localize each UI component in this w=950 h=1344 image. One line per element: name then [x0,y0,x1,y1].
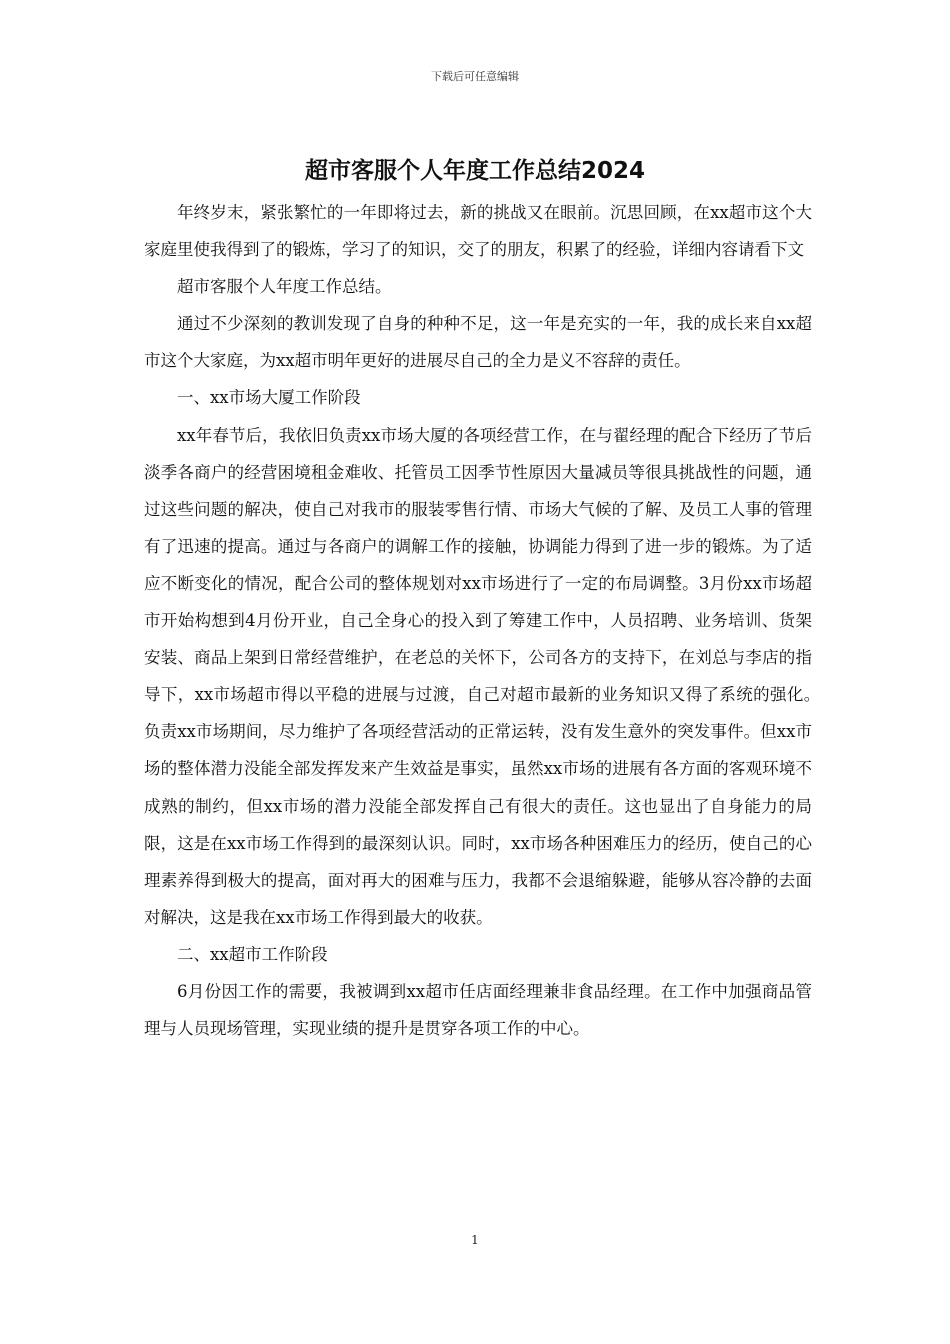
page-number: 1 [471,1233,479,1247]
section-heading-2: 二、xx超市工作阶段 [177,944,328,964]
paragraph-reflection: 通过不少深刻的教训发现了自身的种种不足，这一年是充实的一年，我的成长来自xx超市这个大家庭，为xx超市明年更好的进展尽自己的全力是义不容辞的责任。 [144,314,812,371]
document-body [144,194,829,1047]
paragraph-intro: 年终岁末，紧张繁忙的一年即将过去，新的挑战又在眼前。沉思回顾，在xx超市这个大家庭里使我得到了的锻炼，学习了的知识，交了的朋友，积累了的经验，详细内容请看下文 [144,203,812,260]
page-header-note: 下载后可任意编辑 [431,70,519,83]
section-heading-1: 一、xx市场大厦工作阶段 [177,388,361,408]
paragraph-subtitle: 超市客服个人年度工作总结。 [177,277,392,297]
paragraph-section-1: xx年春节后，我依旧负责xx市场大厦的各项经营工作，在与翟经理的配合下经历了节后淡季各商户的经营困境租金难收、托管员工因季节性原因大量减员等很具挑战性的问题，通过这些问题的解决，使自己对我市的服装零售行情、市场大气候的了解、及员工人事的管理有了迅速的提高。通过与各商户的调解工作的接触，协调能力得到了进一步的锻炼。为了适应不断变化的情况，配合公司的整体规划对xx市场进行了一定的布局调整。3月份xx市场超市开始构想到4月份开业，自己全身心的投入到了筹建工作中，人员招聘、业务培训、货架安装、商品上架到日常经营维护，在老总的关怀下，公司各方的支持下，在刘总与李店的指导下，xx市场超市得以平稳的进展与过渡，自己对超市最新的业务知识又得了系统的强化。 负责xx市场期间，尽力维护了各项经营活动的正常运转，没有发生意外的突发事件。但xx市场的整体潜力没能全部发挥发来产生效益是事实，虽然xx市场的进展有各方面的客观环境不成熟的制约，但xx市场的潜力没能全部发挥自己有很大的责任。这也显出了自身能力的局限，这是在xx市场工作得到的最深刻认识。同时，xx市场各种困难压力的经历，使自己的心理素养得到极大的提高，面对再大的困难与压力，我都不会退缩躲避，能够从容冷静的去面对解决，这是我在xx市场工作得到最大的收获。 [144,425,829,927]
document-title: 超市客服个人年度工作总结2024 [304,158,645,184]
paragraph-section-2: 6月份因工作的需要，我被调到xx超市任店面经理兼非食品经理。在工作中加强商品管理与人员现场管理，实现业绩的提升是贯穿各项工作的中心。 [144,981,812,1039]
